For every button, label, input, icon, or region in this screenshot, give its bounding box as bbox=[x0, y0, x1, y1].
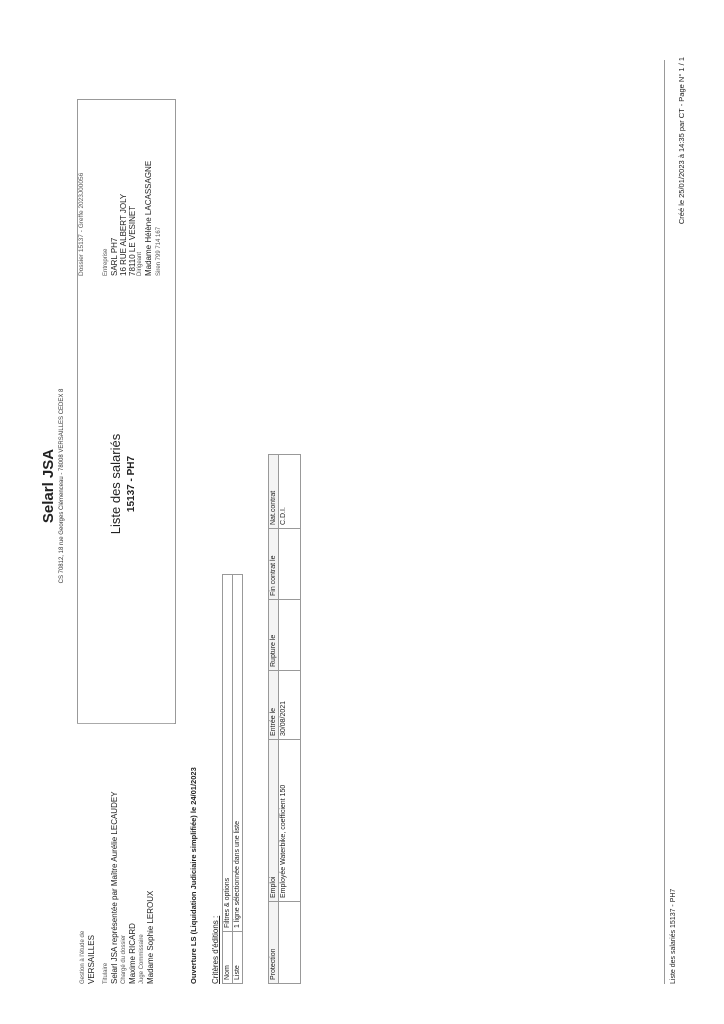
judge-value: Madame Sophie LEROUX bbox=[146, 890, 155, 984]
holder-label: Titulaire bbox=[103, 962, 109, 984]
criteria-table bbox=[222, 574, 243, 984]
footer-left: Liste des salariés 15137 - PH7 bbox=[670, 888, 677, 984]
siren-number: Siren 799 714 167 bbox=[156, 226, 162, 276]
company-name: SARL PH7 bbox=[110, 237, 119, 276]
firm-name: Selarl JSA bbox=[40, 448, 57, 524]
court-value: VERSAILLES bbox=[87, 935, 96, 984]
criteria-key: Liste bbox=[233, 932, 243, 984]
criteria-value: Filtres & options bbox=[223, 575, 233, 932]
cell-emploi: Employée Waterbike, coefficient 150 bbox=[279, 740, 301, 902]
procedure-line: Ouverture LS (Liquidation Judiciaire simplifiée) le 24/01/2023 bbox=[189, 767, 198, 984]
column-header-nat-contrat: Nat.contrat bbox=[269, 455, 279, 529]
court-label: Gestion à l'étude de bbox=[80, 930, 86, 984]
document-subtitle: 15137 - PH7 bbox=[126, 455, 137, 513]
column-header-entree: Entrée le bbox=[269, 671, 279, 740]
employees-header-row bbox=[269, 455, 279, 984]
company-info bbox=[78, 96, 163, 276]
cell-entree: 30/08/2021 bbox=[279, 671, 301, 740]
column-header-emploi: Emploi bbox=[269, 740, 279, 902]
criteria-key: Nom bbox=[223, 932, 233, 984]
cell-rupture bbox=[279, 600, 301, 671]
dossier-number: Dossier 15137 - Greffe 2023J00056 bbox=[78, 172, 85, 276]
cell-fin-contrat bbox=[279, 529, 301, 600]
column-header-rupture: Rupture le bbox=[269, 600, 279, 671]
criteria-title: Critères d'éditions : bbox=[211, 915, 220, 984]
column-header-fin-contrat: Fin contrat le bbox=[269, 529, 279, 600]
manager-label: Chargé du dossier bbox=[121, 934, 127, 984]
employees-table bbox=[268, 454, 301, 984]
cell-nat-contrat: C.D.I. bbox=[279, 455, 301, 529]
footer-right: Créé le 25/01/2023 à 14:35 par CT - Page N° 1 / 1 bbox=[677, 57, 686, 225]
manager-value: Maxime RICARD bbox=[128, 923, 137, 984]
criteria-row bbox=[223, 575, 233, 984]
case-info bbox=[80, 724, 155, 984]
criteria-value: 1 ligne sélectionnée dans une liste bbox=[233, 575, 243, 932]
firm-address: CS 70812, 18 rue Georges Clémenceau - 78008 VERSAILLES CEDEX 8 bbox=[59, 388, 65, 584]
footer-rule bbox=[664, 60, 665, 984]
document-title: Liste des salariés bbox=[108, 433, 123, 535]
company-label: Entreprise bbox=[103, 248, 109, 276]
company-address-line1: 16 RUE ALBERT JOLY bbox=[119, 193, 128, 276]
director-label: Dirigeant bbox=[137, 251, 143, 276]
criteria-row bbox=[233, 575, 243, 984]
column-header-protection: Protection bbox=[269, 902, 279, 984]
cell-protection bbox=[279, 902, 301, 984]
holder-value: Selarl JSA représentée par Maître Aurélie LECAUDEY bbox=[110, 791, 119, 984]
judge-label: Juge Commissaire bbox=[139, 934, 145, 984]
table-row bbox=[279, 455, 301, 984]
company-address-line2: 78110 LE VESINET bbox=[128, 205, 137, 276]
director-name: Madame Hélène LACASSAGNE bbox=[144, 160, 153, 276]
